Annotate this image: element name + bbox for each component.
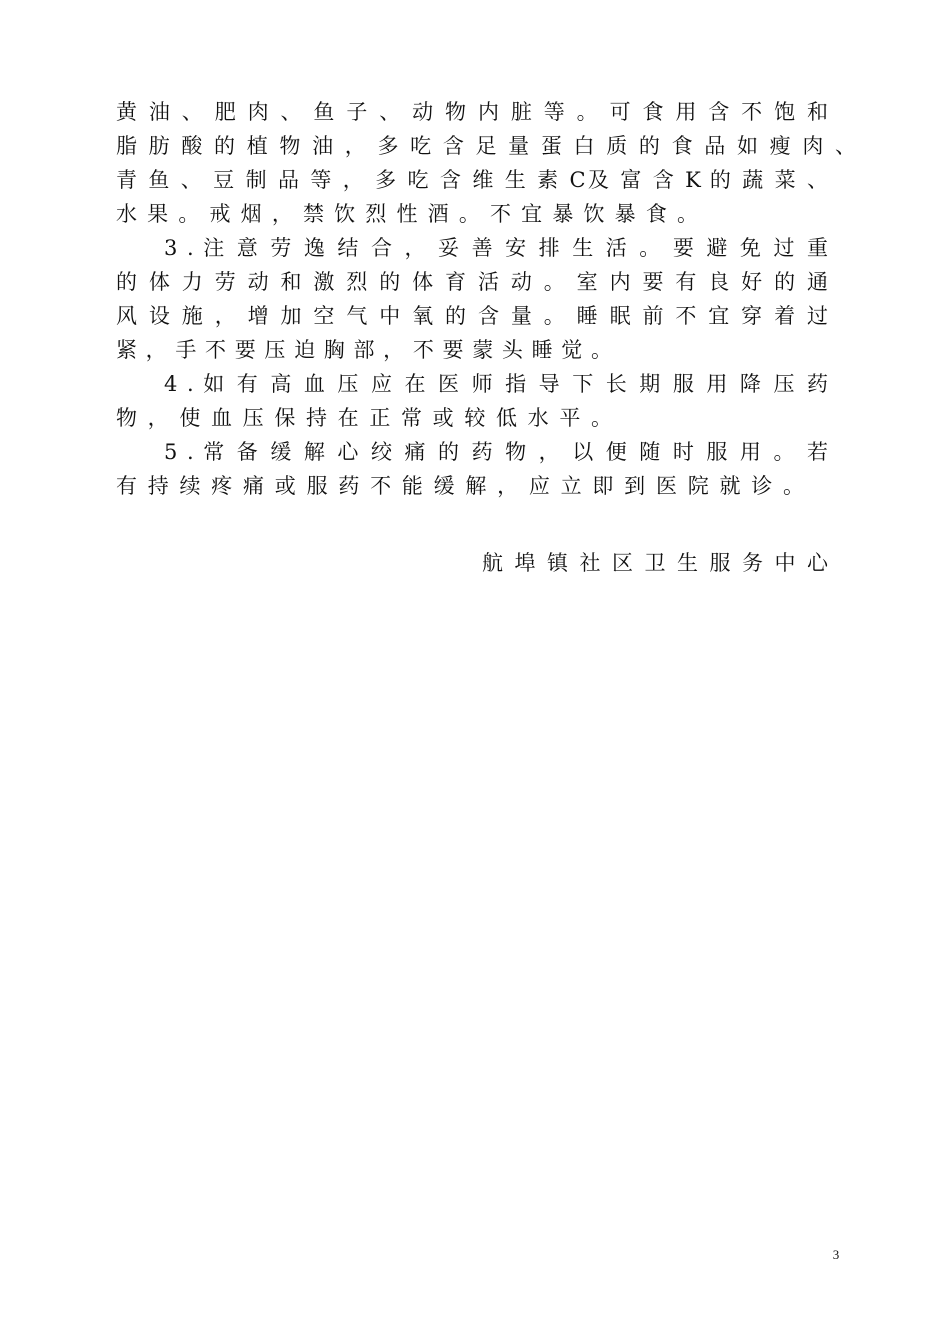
list-item-3-line: 3 . 注 意 劳 逸 结 合 ， 妥 善 安 排 生 活 。 要 避 免 过 重 <box>164 236 828 260</box>
signature-organization: 航 埠 镇 社 区 卫 生 服 务 中 心 <box>482 551 828 575</box>
text-line: 有 持 续 疼 痛 或 服 药 不 能 缓 解 ， 应 立 即 到 医 院 就 诊 。 <box>116 474 804 498</box>
text-line: 青 鱼 、 豆 制 品 等 ， 多 吃 含 维 生 素 C及 富 含 K 的 蔬 菜 、 <box>116 168 828 192</box>
text-line: 风 设 施 ， 增 加 空 气 中 氧 的 含 量 。 睡 眠 前 不 宜 穿 着 过 <box>116 304 828 328</box>
text-line: 紧 ， 手 不 要 压 迫 胸 部 ， 不 要 蒙 头 睡 觉 。 <box>116 338 612 362</box>
text-line: 物 ， 使 血 压 保 持 在 正 常 或 较 低 水 平 。 <box>116 406 612 430</box>
document-body <box>116 95 856 503</box>
text-line: 的 体 力 劳 动 和 激 烈 的 体 育 活 动 。 室 内 要 有 良 好 的 通 <box>116 270 828 294</box>
text-line: 黄 油 、 肥 肉 、 鱼 子 、 动 物 内 脏 等 。 可 食 用 含 不 饱 和 <box>116 100 828 124</box>
list-item-4-line: 4 . 如 有 高 血 压 应 在 医 师 指 导 下 长 期 服 用 降 压 药 <box>164 372 828 396</box>
page-number: 3 <box>832 1247 840 1262</box>
text-line: 脂 肪 酸 的 植 物 油 ， 多 吃 含 足 量 蛋 白 质 的 食 品 如 瘦 肉 、 <box>116 134 856 158</box>
text-line: 水 果 。 戒 烟 ， 禁 饮 烈 性 酒 。 不 宜 暴 饮 暴 食 。 <box>116 202 698 226</box>
list-item-5-line: 5 . 常 备 缓 解 心 绞 痛 的 药 物 ， 以 便 随 时 服 用 。 若 <box>164 440 828 464</box>
